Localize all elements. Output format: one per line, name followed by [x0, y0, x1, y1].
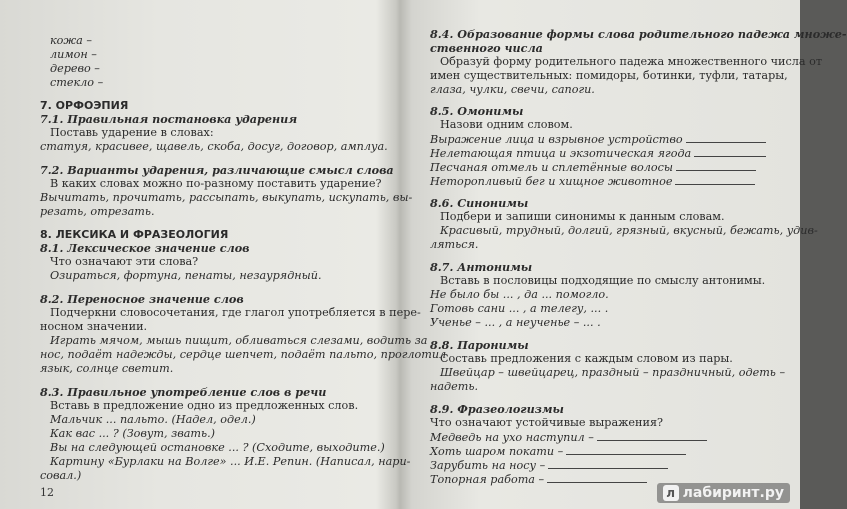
answer-blank[interactable]	[547, 472, 647, 483]
word-list: Красивый, трудный, долгий, грязный, вкусный, бежать, удив-	[440, 224, 818, 237]
proverb-line: Ученье – ... , а неученье – ... .	[430, 316, 601, 329]
task-text: имен существительных: помидоры, ботинки, туфли, татары,	[430, 69, 788, 82]
watermark-text: лабиринт.ру	[682, 485, 784, 501]
answer-blank[interactable]	[686, 132, 766, 143]
word-list: Вычитать, прочитать, рассыпать, выкупать, искупать, вы-	[40, 191, 413, 204]
subsection-title-8-8: 8.8. Паронимы	[430, 338, 529, 352]
list-item: лимон –	[50, 48, 97, 61]
task-text: Образуй форму родительного падежа множественного числа от	[440, 55, 823, 68]
answer-blank[interactable]	[675, 174, 755, 185]
paronym-line: Швейцар – швейцарец, праздный – праздничный, одеть –	[440, 366, 786, 379]
section-title-8: 8. ЛЕКСИКА И ФРАЗЕОЛОГИЯ	[40, 228, 229, 241]
exercise-line: Как вас ... ? (Зовут, звать.)	[50, 427, 216, 440]
exercise-text: Играть мячом, мышь пищит, обливаться слезами, водить за	[50, 334, 428, 347]
task-text: Вставь в пословицы подходящие по смыслу антонимы.	[440, 274, 766, 287]
task-text: носном значении.	[40, 320, 148, 333]
labirint-logo-icon: л	[663, 485, 679, 501]
answer-blank[interactable]	[597, 430, 707, 441]
task-text: Составь предложения с каждым словом из пары.	[440, 352, 733, 365]
subsection-title-8-2: 8.2. Переносное значение слов	[40, 292, 244, 306]
homonym-item: Неторопливый бег и хищное животное	[430, 174, 755, 189]
subsection-title-8-4: 8.4. Образование формы слова родительного падежа множе-	[430, 27, 847, 41]
task-text: Поставь ударение в словах:	[50, 126, 214, 139]
exercise-line: Вы на следующей остановке ... ? (Сходите, выходите.)	[50, 441, 385, 454]
subsection-title-8-1: 8.1. Лексическое значение слов	[40, 241, 250, 255]
exercise-text: нос, подаёт надежды, сердце шепчет, подаёт пальто, проглотил	[40, 348, 447, 361]
exercise-line: Картину «Бурлаки на Волге» ... И.Е. Репин. (Написал, нари-	[50, 455, 411, 468]
subsection-title-8-7: 8.7. Антонимы	[430, 260, 533, 274]
subsection-title-7-1: 7.1. Правильная постановка ударения	[40, 112, 298, 126]
homonym-item: Нелетающая птица и экзотическая ягода	[430, 146, 766, 161]
task-text: Что означают эти слова?	[50, 255, 199, 268]
list-item: кожа –	[50, 34, 92, 47]
idiom-item: Зарубить на носу –	[430, 458, 668, 473]
proverb-line: Готовь сани ... , а телегу, ... .	[430, 302, 609, 315]
word-list: ляться.	[430, 238, 479, 251]
task-text: Что означают устойчивые выражения?	[430, 416, 664, 429]
subsection-title-8-3: 8.3. Правильное употребление слов в речи	[40, 385, 327, 399]
exercise-line: Мальчик ... пальто. (Надел, одел.)	[50, 413, 256, 426]
task-text: Вставь в предложение одно из предложенных слов.	[50, 399, 359, 412]
homonym-item: Выражение лица и взрывное устройство	[430, 132, 766, 147]
subsection-title-8-5: 8.5. Омонимы	[430, 104, 524, 118]
word-list: резать, отрезать.	[40, 205, 155, 218]
answer-blank[interactable]	[676, 160, 756, 171]
watermark	[657, 483, 790, 503]
word-list: глаза, чулки, свечи, сапоги.	[430, 83, 595, 96]
list-item: дерево –	[50, 62, 100, 75]
idiom-item: Хоть шаром покати –	[430, 444, 686, 459]
task-text: Назови одним словом.	[440, 118, 573, 131]
proverb-line: Не было бы ... , да ... помогло.	[430, 288, 609, 301]
task-text: Подбери и запиши синонимы к данным словам.	[440, 210, 725, 223]
section-title-7: 7. ОРФОЭПИЯ	[40, 99, 129, 112]
page-number: 12	[40, 486, 54, 499]
subsection-title-8-4: ственного числа	[430, 41, 543, 55]
exercise-text: язык, солнце светит.	[40, 362, 174, 375]
exercise-line: совал.)	[40, 469, 82, 482]
list-item: стекло –	[50, 76, 104, 89]
answer-blank[interactable]	[548, 458, 668, 469]
homonym-item: Песчаная отмель и сплетённые волосы	[430, 160, 756, 175]
task-text: Подчеркни словосочетания, где глагол употребляется в пере-	[50, 306, 421, 319]
right-page	[400, 0, 847, 509]
word-list: статуя, красивее, щавель, скоба, досуг, договор, амплуа.	[40, 140, 388, 153]
idiom-item: Медведь на ухо наступил –	[430, 430, 707, 445]
subsection-title-7-2: 7.2. Варианты ударения, различающие смысл слова	[40, 163, 394, 177]
subsection-title-8-9: 8.9. Фразеологизмы	[430, 402, 564, 416]
idiom-item: Топорная работа –	[430, 472, 647, 487]
word-list: Озираться, фортуна, пенаты, незаурядный.	[50, 269, 322, 282]
answer-blank[interactable]	[694, 146, 766, 157]
subsection-title-8-6: 8.6. Синонимы	[430, 196, 529, 210]
paronym-line: надеть.	[430, 380, 479, 393]
answer-blank[interactable]	[566, 444, 686, 455]
task-text: В каких словах можно по-разному поставить ударение?	[50, 177, 382, 190]
